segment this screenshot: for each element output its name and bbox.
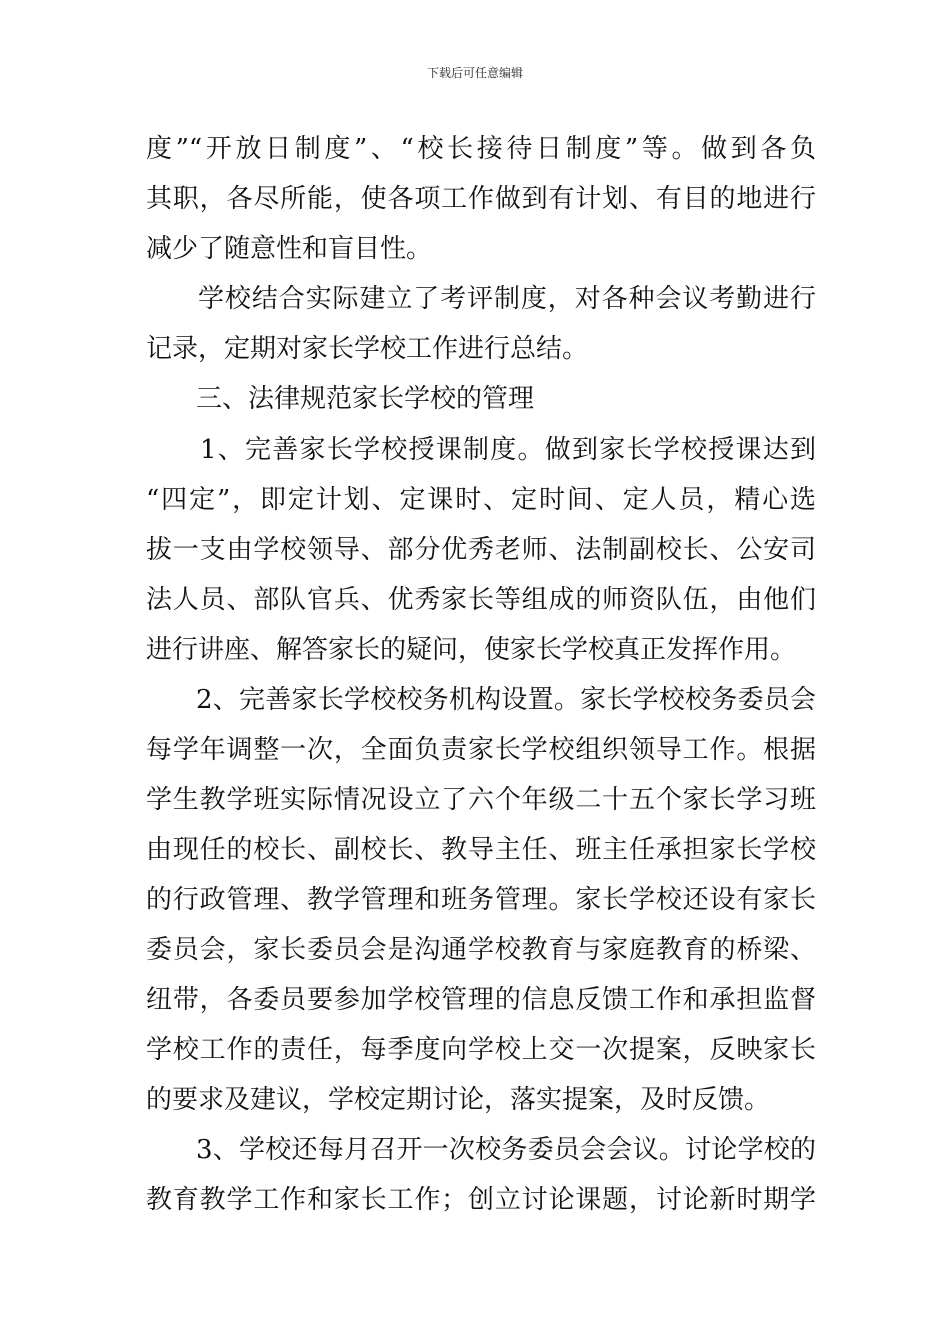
text-line: 拔一支由学校领导、部分优秀老师、法制副校长、公安司 xyxy=(146,535,816,565)
text-line: 记录，定期对家长学校工作进行总结。 xyxy=(146,334,589,364)
text-line: 减少了随意性和盲目性。 xyxy=(146,234,433,264)
text-line: “四定”，即定计划、定课时、定时间、定人员，精心选 xyxy=(146,485,816,515)
text-line: 委员会，家长委员会是沟通学校教育与家庭教育的桥梁、 xyxy=(146,935,816,965)
text-line: 教育教学工作和家长工作；创立讨论课题，讨论新时期学 xyxy=(146,1185,816,1215)
text-line: 2、完善家长学校校务机构设置。家长学校校务委员会 xyxy=(196,685,816,715)
text-line: 每学年调整一次，全面负责家长学校组织领导工作。根据 xyxy=(146,735,816,765)
text-line: 学生教学班实际情况设立了六个年级二十五个家长学习班 xyxy=(146,785,816,815)
page-header: 下载后可任意编辑 xyxy=(426,66,523,80)
text-line: 学校工作的责任，每季度向学校上交一次提案，反映家长 xyxy=(146,1035,816,1065)
text-line: 法人员、部队官兵、优秀家长等组成的师资队伍，由他们 xyxy=(146,585,816,615)
text-line: 1、完善家长学校授课制度。做到家长学校授课达到 xyxy=(200,435,816,465)
section-heading: 三、法律规范家长学校的管理 xyxy=(196,384,535,414)
text-line: 的要求及建议，学校定期讨论，落实提案，及时反馈。 xyxy=(146,1085,771,1115)
text-line: 其职，各尽所能，使各项工作做到有计划、有目的地进行 xyxy=(146,184,816,214)
text-line: 学校结合实际建立了考评制度，对各种会议考勤进行 xyxy=(198,284,816,314)
text-line: 进行讲座、解答家长的疑问，使家长学校真正发挥作用。 xyxy=(146,635,797,665)
text-line: 度”“开放日制度”、“校长接待日制度”等。做到各负 xyxy=(146,134,816,164)
text-line: 由现任的校长、副校长、教导主任、班主任承担家长学校 xyxy=(146,835,816,865)
text-line: 纽带，各委员要参加学校管理的信息反馈工作和承担监督 xyxy=(146,985,816,1015)
text-line: 的行政管理、教学管理和班务管理。家长学校还设有家长 xyxy=(146,885,816,915)
text-line: 3、学校还每月召开一次校务委员会会议。讨论学校的 xyxy=(196,1135,816,1165)
